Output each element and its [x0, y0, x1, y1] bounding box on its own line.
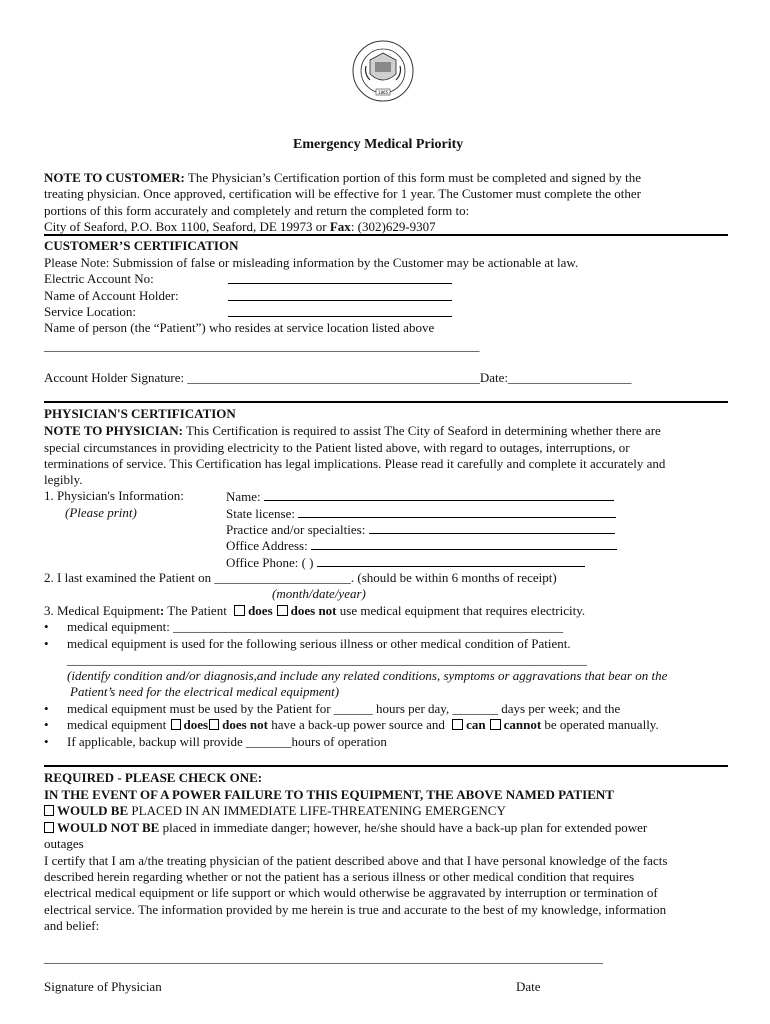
- note-to-customer-label: NOTE TO CUSTOMER:: [44, 170, 185, 185]
- option-would-not-be: WOULD NOT BE placed in immediate danger; however, he/she should have a back-up plan for extended power: [44, 820, 647, 836]
- medical-equipment-question: 3. Medical Equipment: The Patient does does not use medical equipment that requires electricity.: [44, 603, 586, 618]
- customer-cert-heading: CUSTOMER’S CERTIFICATION: [44, 238, 239, 253]
- usage-hours-line[interactable]: medical equipment must be used by the Patient for ______ hours per day, _______ days per week; and the: [67, 701, 621, 716]
- account-holder-field[interactable]: [228, 288, 452, 301]
- physician-signature-field[interactable]: ______________________________________________________________________________________: [44, 950, 603, 965]
- note-to-physician-label: NOTE TO PHYSICIAN:: [44, 423, 183, 438]
- condition-field[interactable]: ________________________________________________________________________________: [67, 652, 587, 667]
- medical-equipment-field[interactable]: medical equipment: ____________________________________________________________: [67, 619, 564, 634]
- required-subheading: IN THE EVENT OF A POWER FAILURE TO THIS EQUIPMENT, THE ABOVE NAMED PATIENT: [44, 787, 614, 802]
- can-checkbox[interactable]: [452, 719, 463, 730]
- account-holder-label: Name of Account Holder:: [44, 288, 179, 303]
- electric-account-label: Electric Account No:: [44, 271, 154, 286]
- required-heading: REQUIRED - PLEASE CHECK ONE:: [44, 770, 263, 785]
- page-title: Emergency Medical Priority: [293, 137, 464, 152]
- backup-power-line: medical equipment does does not have a back-up power source and can cannot be operated manually.: [67, 717, 659, 732]
- return-address: City of Seaford, P.O. Box 1100, Seaford, DE 19973 or Fax: (302)629-9307: [44, 219, 436, 234]
- practice-label: Practice and/or specialties:: [226, 522, 366, 537]
- office-address-field[interactable]: [311, 537, 617, 550]
- city-seal-logo: [352, 40, 414, 102]
- option-would-be: WOULD BE PLACED IN AN IMMEDIATE LIFE-THREATENING EMERGENCY: [44, 803, 506, 819]
- backup-does-checkbox[interactable]: [171, 719, 181, 730]
- note-to-customer-line1: NOTE TO CUSTOMER: The Physician’s Certification portion of this form must be completed and signed by the: [44, 170, 641, 185]
- date-format-hint: (month/date/year): [272, 586, 366, 601]
- service-location-field[interactable]: [228, 304, 452, 317]
- patient-name-field[interactable]: ___________________________________________________________________: [44, 338, 480, 353]
- certify-line2: described herein regarding whether or not the patient has a serious illness or other medical condition that requires: [44, 869, 635, 884]
- backup-does-not-checkbox[interactable]: [209, 719, 219, 730]
- section-divider: [44, 401, 728, 403]
- certify-line4: electrical service. The information provided by me herein is true and accurate to the best of my knowledge, information: [44, 902, 667, 917]
- does-not-checkbox[interactable]: [277, 605, 288, 616]
- electric-account-field[interactable]: [228, 271, 452, 284]
- account-holder-signature[interactable]: Account Holder Signature: _____________________________________________Date:___________________: [44, 370, 632, 385]
- option-would-not-be-cont: outages: [44, 836, 84, 851]
- practice-field[interactable]: [369, 521, 615, 534]
- bullet-icon: •: [44, 701, 49, 716]
- bullet-icon: •: [44, 636, 49, 651]
- note-to-physician-line4: legibly.: [44, 472, 83, 487]
- physician-name-label: Name:: [226, 489, 261, 504]
- certify-line3: electrical medical equipment or life support or which would otherwise be aggravated by interruption or termination of: [44, 885, 658, 900]
- would-not-be-checkbox[interactable]: [44, 822, 54, 833]
- physician-signature-label: Signature of Physician: [44, 979, 162, 994]
- state-license-field[interactable]: [298, 505, 616, 518]
- bullet-icon: •: [44, 734, 49, 749]
- note-to-customer-line2: treating physician. Once approved, certification will be effective for 1 year. The Customer must complete the other: [44, 186, 641, 201]
- backup-hours-line[interactable]: If applicable, backup will provide _______hours of operation: [67, 734, 387, 749]
- bullet-icon: •: [44, 619, 49, 634]
- note-to-customer-line3: portions of this form accurately and completely and return the completed form to:: [44, 203, 470, 218]
- please-print-hint: (Please print): [65, 505, 137, 520]
- seal-year: 1865: [377, 90, 389, 95]
- note-to-physician-line2: special circumstances in providing electricity to the Patient listed above, with regard to outages, interruptions, or: [44, 440, 630, 455]
- physician-name-field[interactable]: [264, 488, 614, 501]
- would-be-checkbox[interactable]: [44, 805, 54, 816]
- cannot-checkbox[interactable]: [490, 719, 501, 730]
- state-license-label: State license:: [226, 506, 295, 521]
- note-to-physician-line1: NOTE TO PHYSICIAN: This Certification is required to assist The City of Seaford in determining whether there are: [44, 423, 661, 438]
- bullet-icon: •: [44, 717, 49, 732]
- physician-info-label: 1. Physician's Information:: [44, 488, 184, 503]
- does-checkbox[interactable]: [234, 605, 245, 616]
- section-divider: [44, 765, 728, 767]
- condition-statement: medical equipment is used for the following serious illness or other medical condition of Patient.: [67, 636, 571, 651]
- patient-name-label: Name of person (the “Patient”) who resides at service location listed above: [44, 320, 435, 335]
- certify-line5: and belief:: [44, 918, 100, 933]
- please-note: Please Note: Submission of false or misleading information by the Customer may be actionable at law.: [44, 255, 579, 270]
- office-phone-field[interactable]: [317, 554, 585, 567]
- office-phone-label: Office Phone: ( ): [226, 555, 314, 570]
- section-divider: [44, 234, 728, 236]
- physician-cert-heading: PHYSICIAN'S CERTIFICATION: [44, 406, 236, 421]
- last-examined-line[interactable]: 2. I last examined the Patient on _____________________. (should be within 6 months of receipt): [44, 570, 557, 585]
- office-address-label: Office Address:: [226, 538, 308, 553]
- date-label: Date: [516, 979, 541, 994]
- certify-line1: I certify that I am a/the treating physician of the patient described above and that I have personal knowledge of the facts: [44, 853, 668, 868]
- condition-hint-line2: Patient’s need for the electrical medical equipment): [70, 684, 340, 699]
- condition-hint-line1: (identify condition and/or diagnosis,and include any related conditions, symptoms or aggravations that bear on the: [67, 668, 668, 683]
- note-to-physician-line3: terminations of service. This Certification has legal implications. Please read it carefully and complete it accurately and: [44, 456, 666, 471]
- service-location-label: Service Location:: [44, 304, 137, 319]
